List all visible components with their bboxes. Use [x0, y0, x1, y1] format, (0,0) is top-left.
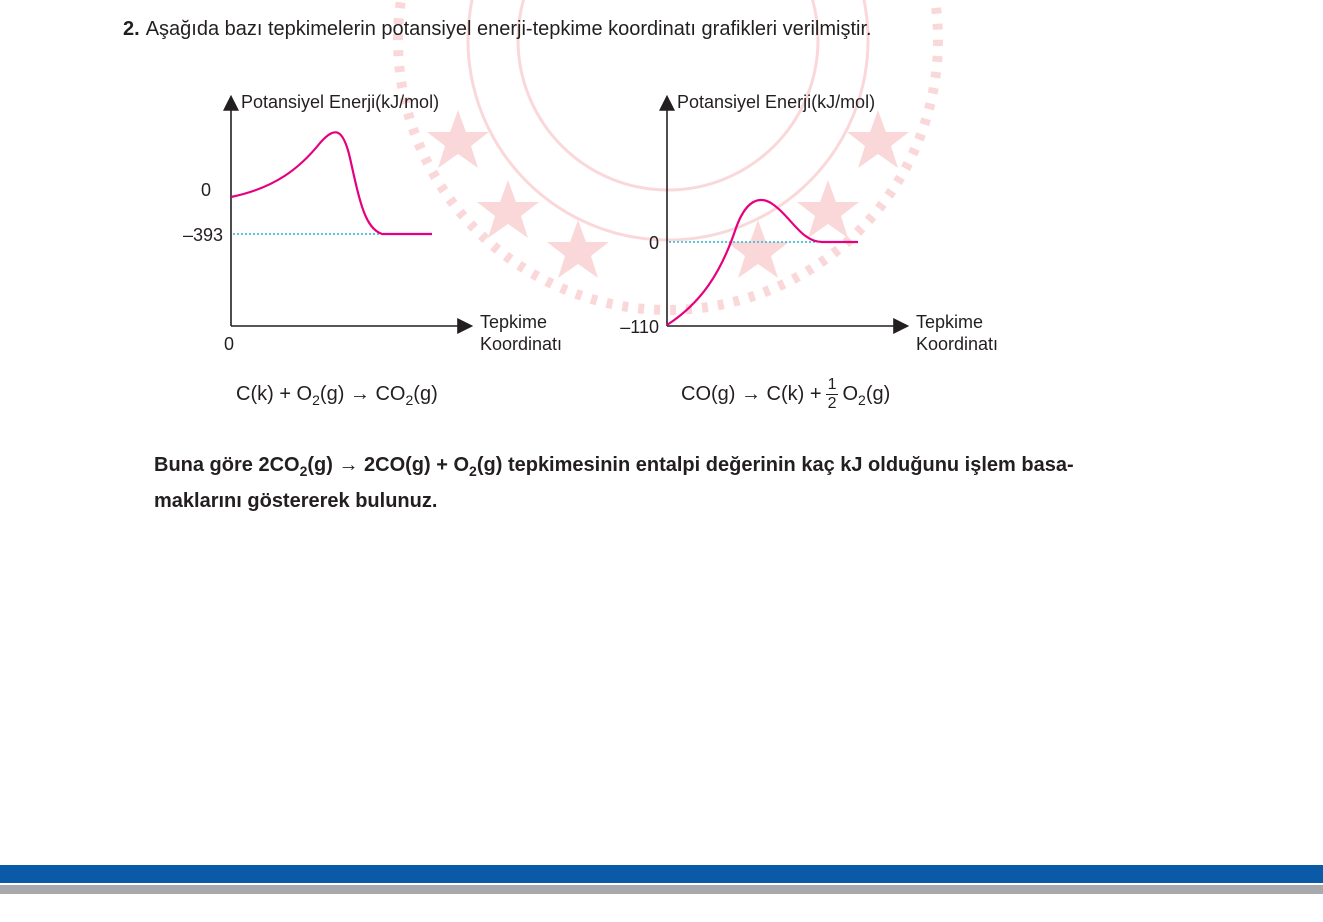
fraction-denominator: 2: [827, 395, 837, 412]
energy-curve-2: [667, 200, 858, 325]
y-tick-label-0: 0: [200, 180, 211, 200]
footer-blue-bar: [0, 865, 1323, 883]
question-number: 2.: [123, 18, 140, 40]
eq2-part3: (g): [865, 382, 891, 405]
footer-gray-bar: [0, 885, 1323, 894]
question-line: [123, 18, 872, 41]
equation-1: [236, 383, 438, 408]
x-axis-label-line1: Tepkime: [480, 312, 548, 332]
final-part1: Buna göre 2CO: [154, 454, 300, 476]
question-text: Aşağıda bazı tepkimelerin potansiyel enerji-tepkime koordinatı grafikleri verilmiştir.: [145, 18, 872, 40]
x-axis-label-line2: Koordinatı: [480, 334, 563, 354]
x-axis-label-line1: Tepkime: [916, 312, 984, 332]
final-part3: (g) tepkimesinin entalpi değerinin kaç kJ olduğunu işlem basa-: [476, 454, 1074, 476]
final-question: [154, 450, 1194, 516]
y-axis-label: Potansiyel Enerji(kJ/mol): [677, 92, 876, 112]
energy-chart-1-svg: [160, 88, 600, 368]
energy-curve-1: [231, 132, 432, 234]
y-tick-label-0: 0: [648, 233, 659, 253]
eq1-sub2: 2: [405, 392, 414, 408]
y-axis-label: Potansiyel Enerji(kJ/mol): [241, 92, 440, 112]
fraction-one-half: [826, 376, 839, 413]
energy-chart-2-svg: [596, 88, 1036, 368]
x-axis-label-line2: Koordinatı: [916, 334, 999, 354]
eq1-part3: (g): [413, 383, 438, 405]
y-tick-label-1: –393: [182, 225, 223, 245]
energy-chart-2: [596, 88, 1036, 373]
eq2-part2: O: [842, 382, 859, 405]
equation-2: [681, 376, 890, 413]
final-line2: maklarını göstererek bulunuz.: [154, 490, 438, 512]
final-sub2: 2: [469, 463, 477, 479]
eq2-sub2: 2: [858, 391, 866, 408]
y-tick-label-1: –110: [620, 317, 659, 337]
energy-chart-1: [160, 88, 600, 373]
eq1-sub1: 2: [312, 392, 320, 408]
eq1-part1: C(k) + O: [236, 383, 313, 405]
eq1-part2: (g) → CO: [319, 383, 406, 405]
final-part2: (g) → 2CO(g) + O: [307, 454, 470, 476]
fraction-numerator: 1: [827, 376, 837, 393]
eq2-part1: CO(g) → C(k) +: [681, 382, 822, 405]
origin-label: 0: [224, 334, 235, 354]
final-sub1: 2: [299, 463, 308, 479]
